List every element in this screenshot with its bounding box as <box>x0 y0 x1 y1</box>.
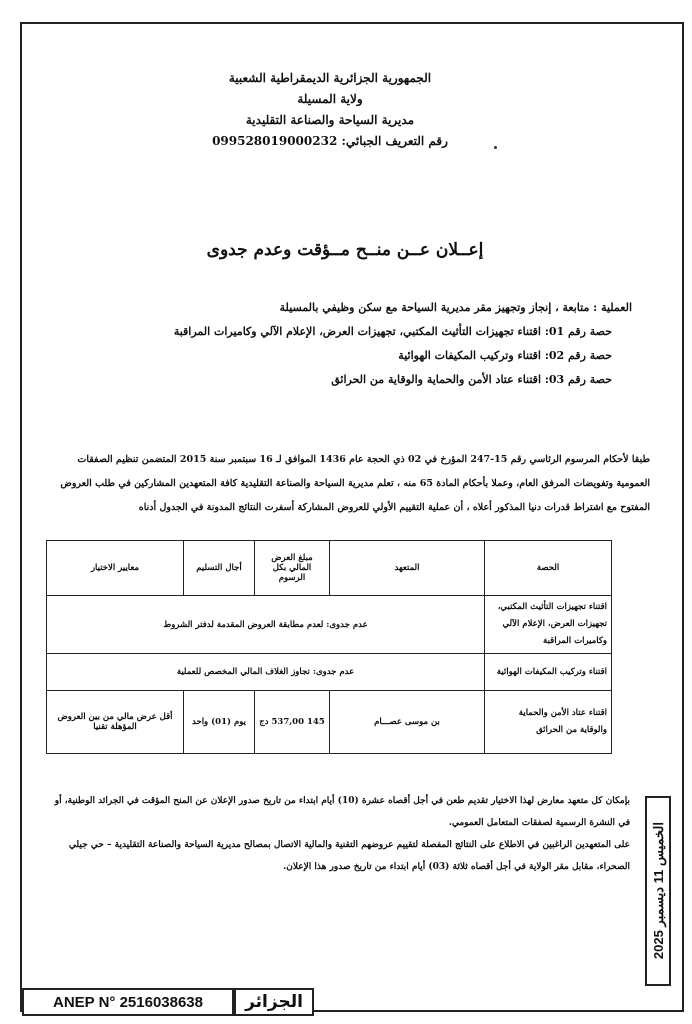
lot-2-label: حصة رقم 02: اقتناء وتركيب المكيفات الهوائية <box>398 349 612 362</box>
table-row <box>47 654 612 691</box>
tax-id: رقم التعريف الجبائي: 099528019000232 <box>212 134 448 148</box>
anep-number: ANEP N° 2516038638 <box>22 988 234 1016</box>
header-criteria: معايير الاختيار <box>47 541 184 596</box>
table-row <box>47 596 612 654</box>
row-3-bidder: بن موسى عصـــام <box>330 691 485 754</box>
newspaper-logo: الجزائر <box>234 988 314 1016</box>
results-table <box>46 540 612 754</box>
intro-paragraph: طبقا لأحكام المرسوم الرئاسي رقم 15-247 المؤرخ في 02 ذي الحجة عام 1436 الموافق لـ 16 سبتمبر سنة 2015 المتضمن تنظيم الصفقات العمومية وتفويضات المرفق العام، وعملا بأحكام المادة 65 منه ، تعلم مديرية السياحة والصناعة التقليدية كافة المتعهدين المشاركين في طلب العروض المفتوح مع اشتراط قدرات دنيا المذكور أعلاه ، أن عملية التقييم الأولي للعروض المشاركة أسفرت النتائج المدونة في الجدول أدناه <box>60 454 650 513</box>
header-amount: مبلغ العرض المالي بكل الرسوم <box>255 541 330 596</box>
contact-note: على المتعهدين الراغبين في الاطلاع على النتائج المفصلة لتقييم عروضهم التقنية والمالية الاتصال بمصالح مديرية السياحة والصناعة التقليدية – حي جيلي الصحراء، مقابل مقر الولاية في أجل أقصاه ثلاثة (03) أيام ابتداء من تاريخ صدور هذا الإعلان. <box>68 840 630 872</box>
lot-3-label: حصة رقم 03: اقتناء عتاد الأمن والحماية والوقاية من الحرائق <box>331 373 612 386</box>
publication-date-box <box>645 796 671 986</box>
row-1-result: عدم جدوى: لعدم مطابقة العروض المقدمة لدفتر الشروط <box>47 596 485 654</box>
row-3-amount: 145 537,00 دج <box>255 691 330 754</box>
row-3-criteria: أقل عرض مالي من بين العروض المؤهلة تقنيا <box>47 691 184 754</box>
header-bidder: المتعهد <box>330 541 485 596</box>
header-lot: الحصة <box>485 541 612 596</box>
row-1-lot: اقتناء تجهيزات التأثيث المكتبي، تجهيزات العرض، الإعلام الآلي وكاميرات المراقبة <box>485 596 612 654</box>
notes-block <box>44 790 630 878</box>
row-3-delay: يوم (01) واحد <box>184 691 255 754</box>
row-2-lot: اقتناء وتركيب المكيفات الهوائية <box>485 654 612 691</box>
appeal-note: بإمكان كل متعهد معارض لهذا الاختيار تقديم طعن في أجل أقصاه عشرة (10) أيام ابتداء من تاريخ صدور الإعلان عن المنح المؤقت في الجرائد الوطنية، أو في النشرة الرسمية لصفقات المتعامل العمومي. <box>54 796 630 828</box>
row-3-lot: اقتناء عتاد الأمن والحماية والوقاية من الحرائق <box>485 691 612 754</box>
header-delay: أجال التسليم <box>184 541 255 596</box>
operation-block <box>72 296 632 392</box>
directorate-name: مديرية السياحة والصناعة التقليدية <box>245 113 415 127</box>
country-name: الجمهورية الجزائرية الديمقراطية الشعبية <box>228 71 432 85</box>
speck-mark <box>494 146 497 149</box>
table-header-row <box>47 541 612 596</box>
document-header <box>180 68 480 152</box>
operation-label: العملية : متابعة ، إنجاز وتجهيز مقر مديرية السياحة مع سكن وظيفي بالمسيلة <box>279 301 632 314</box>
notice-title: إعــلان عــن منــح مــؤقت وعدم جدوى <box>206 240 484 260</box>
table-row <box>47 691 612 754</box>
row-2-result: عدم جدوى: تجاوز الغلاف المالي المخصص للعملية <box>47 654 485 691</box>
publication-date: الخميس 11 ديسمبر 2025 <box>650 822 666 960</box>
wilaya-name: ولاية المسيلة <box>297 92 363 106</box>
lot-1-label: حصة رقم 01: اقتناء تجهيزات التأثيث المكتبي، تجهيزات العرض، الإعلام الآلي وكاميرات المراقبة <box>173 325 612 338</box>
